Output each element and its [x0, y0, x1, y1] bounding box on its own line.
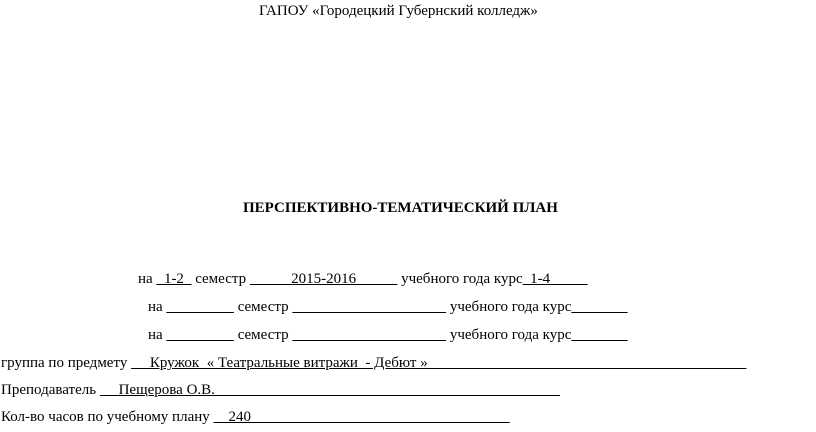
teacher-value: Пещерова О.В. — [99, 382, 560, 398]
teacher-label: Преподаватель — [1, 382, 97, 398]
subject-label: группа по предмету — [1, 355, 128, 371]
plan-row-2 — [148, 298, 628, 316]
teacher-row — [1, 381, 560, 399]
academic-year-value: 2015-2016 — [249, 271, 398, 287]
semester-label: семестр — [195, 271, 247, 287]
hours-value: 240 — [213, 409, 510, 425]
academic-year-label: учебного года курс — [449, 299, 572, 315]
academic-year-label: учебного года курс — [449, 327, 572, 343]
course-value — [571, 327, 627, 343]
hours-label: Кол-во часов по учебному плану — [1, 409, 210, 425]
on-label: на — [148, 299, 163, 315]
course-value — [571, 299, 627, 315]
course-value: 1-4 — [522, 271, 588, 287]
plan-row-1 — [138, 270, 588, 288]
plan-row-3 — [148, 326, 628, 344]
academic-year-value — [292, 299, 446, 315]
subject-value: Кружок « Театральные витражи - Дебют » — [131, 355, 747, 371]
semester-value: 1-2 — [156, 271, 192, 287]
document-title: ПЕРСПЕКТИВНО-ТЕМАТИЧЕСКИЙ ПЛАН — [243, 200, 558, 216]
on-label: на — [148, 327, 163, 343]
hours-row — [1, 408, 510, 426]
academic-year-label: учебного года курс — [401, 271, 523, 287]
semester-label: семестр — [237, 327, 289, 343]
semester-value — [166, 299, 234, 315]
academic-year-value — [292, 327, 446, 343]
institution-header: ГАПОУ «Городецкий Губернский колледж» — [259, 3, 538, 19]
semester-value — [166, 327, 234, 343]
semester-label: семестр — [237, 299, 289, 315]
subject-row — [1, 354, 746, 372]
on-label: на — [138, 271, 153, 287]
